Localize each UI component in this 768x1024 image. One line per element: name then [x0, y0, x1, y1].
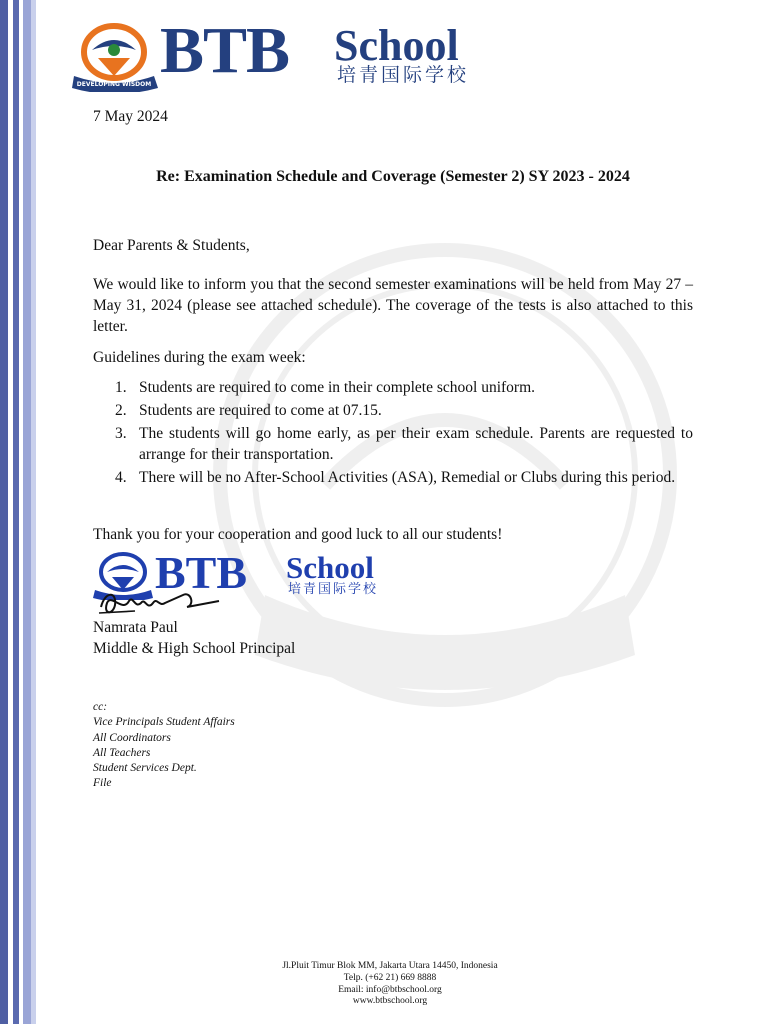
border-stripe [23, 0, 31, 1024]
logo-motto: DEVELOPING WISDOM [76, 81, 152, 88]
list-item [93, 423, 693, 465]
handwritten-signature [95, 585, 235, 621]
cc-recipient: All Coordinators [93, 731, 171, 744]
footer-phone: Telp. (+62 21) 669 8888 [343, 972, 437, 983]
list-text: The students will go home early, as per their exam schedule. Parents are requested to arrange for their transportation. [139, 425, 693, 463]
cc-recipient: Student Services Dept. [93, 762, 197, 775]
footer-website: www.btbschool.org [352, 996, 428, 1007]
cc-list [93, 700, 235, 792]
signatory-title: Middle & High School Principal [93, 640, 296, 657]
logo-chinese-text: 培青国际学校 [337, 64, 470, 86]
footer-email: Email: info@btbschool.org [338, 984, 442, 995]
logo-btb-text: BTB [160, 14, 290, 87]
cc-label: cc: [93, 701, 108, 713]
logo-school-text: School [334, 21, 459, 70]
list-text: There will be no After-School Activities (ASA), Remedial or Clubs during this period. [139, 469, 676, 486]
letter-date: 7 May 2024 [93, 108, 168, 125]
letter-closing: Thank you for your cooperation and good luck to all our students! [93, 526, 503, 543]
cc-recipient: All Teachers [93, 746, 151, 759]
school-emblem-icon [72, 22, 160, 92]
list-number: 4. [115, 469, 127, 486]
school-logo-header [72, 14, 492, 92]
border-stripe [31, 0, 36, 1024]
guidelines-heading: Guidelines during the exam week: [93, 349, 306, 366]
letter-subject: Re: Examination Schedule and Coverage (Semester 2) SY 2023 - 2024 [156, 168, 630, 185]
logo-chinese-text: 培青国际学校 [288, 582, 379, 597]
list-item [93, 467, 693, 488]
list-number: 1. [115, 379, 127, 396]
signatory-name: Namrata Paul [93, 619, 178, 636]
list-number: 3. [115, 425, 127, 442]
list-item [93, 377, 693, 398]
list-text: Students are required to come in their complete school uniform. [139, 379, 535, 396]
border-stripe [0, 0, 8, 1024]
footer-address: Jl.Pluit Timur Blok MM, Jakarta Utara 14450, Indonesia [282, 961, 498, 971]
letter-paragraph: We would like to inform you that the second semester examinations will be held from May 27 – May 31, 2024 (please see attached schedule). The coverage of the tests is also attached to this letter. [93, 276, 693, 335]
cc-recipient: Vice Principals Student Affairs [93, 716, 235, 729]
logo-btb-text: BTB [155, 547, 248, 598]
logo-school-text: School [286, 550, 374, 585]
cc-recipient: File [93, 777, 112, 790]
footer-contact [260, 961, 520, 1008]
list-text: Students are required to come at 07.15. [139, 402, 382, 419]
list-item [93, 400, 693, 421]
list-number: 2. [115, 402, 127, 419]
guidelines-list [93, 377, 693, 490]
letter-greeting: Dear Parents & Students, [93, 237, 250, 254]
